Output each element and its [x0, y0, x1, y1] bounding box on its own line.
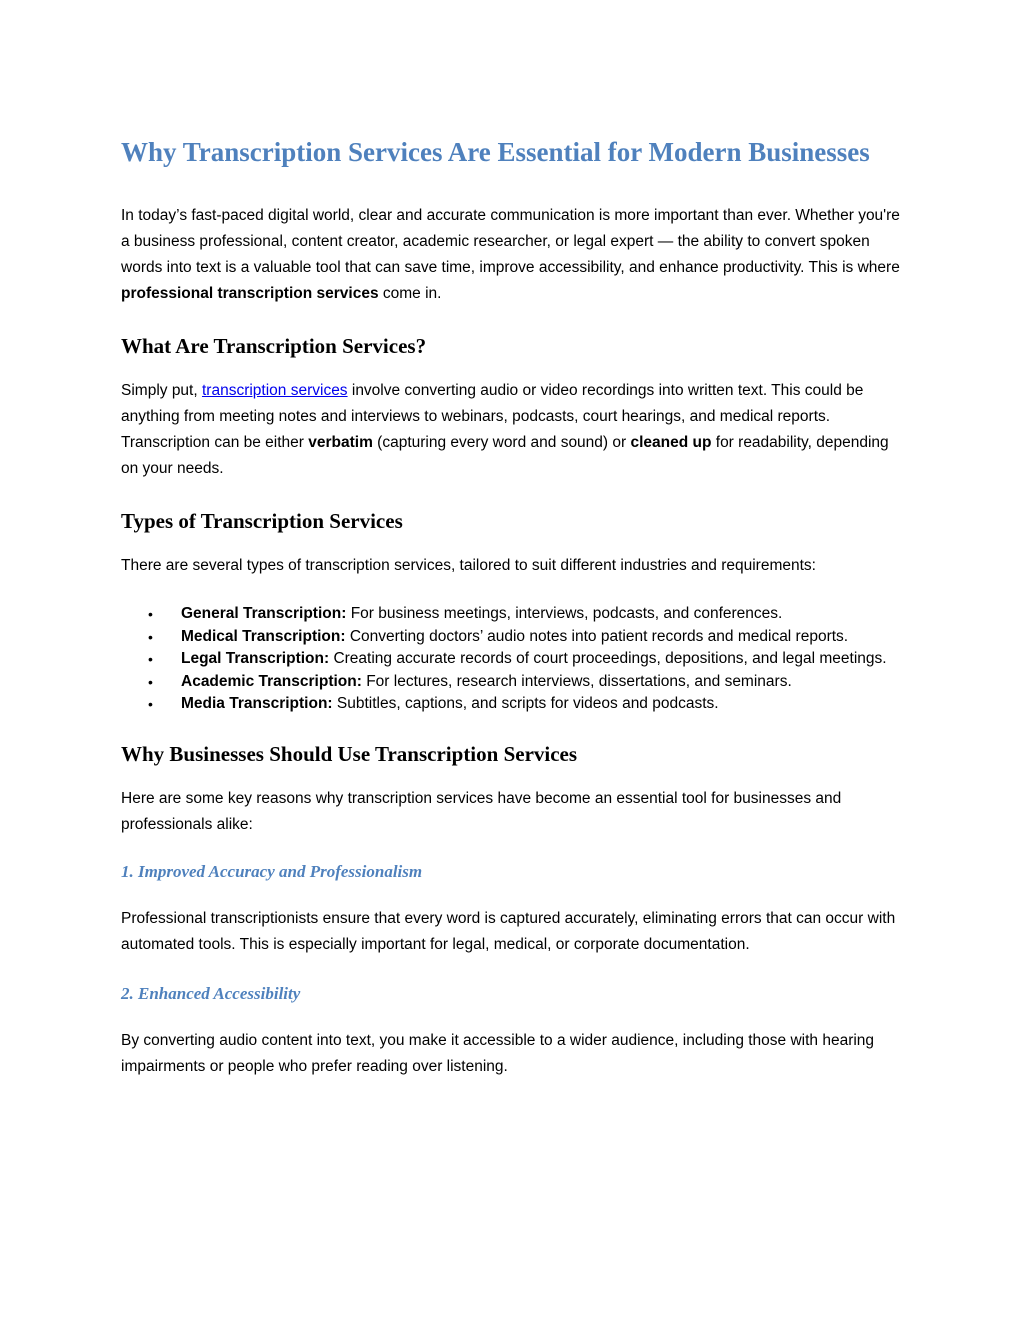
document-page — [121, 134, 903, 1080]
list-item-text: Converting doctors’ audio notes into patient records and medical reports. — [345, 627, 849, 645]
bullet-icon: • — [148, 628, 153, 645]
what-text-end: for readability, depending on your needs. — [121, 434, 889, 477]
intro-text-after: come in. — [378, 285, 442, 302]
list-item-label: Media Transcription: — [181, 695, 333, 712]
list-item-label: Academic Transcription: — [181, 672, 362, 690]
heading-types-of-transcription-services: Types of Transcription Services — [121, 509, 403, 533]
types-intro-paragraph: There are several types of transcription services, tailored to suit different industries and requirements: — [121, 557, 816, 574]
list-item-text: Creating accurate records of court proceedings, depositions, and legal meetings. — [329, 650, 887, 667]
bullet-icon: • — [148, 696, 153, 712]
subheading-enhanced-accessibility: 2. Enhanced Accessibility — [121, 983, 301, 1003]
what-text-before-link: Simply put, — [121, 382, 202, 399]
list-item-label: Medical Transcription: — [181, 627, 346, 645]
document-title: Why Transcription Services Are Essential for Modern Businesses — [121, 137, 870, 167]
subheading-improved-accuracy: 1. Improved Accuracy and Professionalism — [121, 861, 423, 881]
what-text-mid: (capturing every word and sound) or — [372, 434, 631, 451]
bullet-icon: • — [148, 651, 153, 667]
list-item-text: For business meetings, interviews, podcasts, and conferences. — [346, 605, 783, 622]
intro-paragraph — [121, 203, 903, 307]
list-item — [121, 603, 903, 626]
list-item — [121, 648, 903, 671]
what-paragraph — [121, 378, 903, 482]
intro-bold-phrase: professional transcription services — [121, 285, 379, 302]
heading-why-businesses-should-use: Why Businesses Should Use Transcription Services — [121, 741, 578, 766]
list-item-label: Legal Transcription: — [181, 650, 330, 667]
intro-text-before: In today’s fast-paced digital world, clear and accurate communication is more important than ever. Whether you're a business professional, content creator, academic researcher, or legal expert — the ability to convert spoken words into text is a valuable tool that can save time, improve accessibility, and enhance productivity. This is where — [121, 207, 900, 276]
list-item — [121, 626, 903, 649]
list-item-text: For lectures, research interviews, dissertations, and seminars. — [361, 672, 792, 690]
list-item-text: Subtitles, captions, and scripts for videos and podcasts. — [332, 695, 719, 712]
types-bullet-list — [121, 603, 903, 716]
accuracy-paragraph: Professional transcriptionists ensure that every word is captured accurately, eliminating errors that can occur with automated tools. This is especially important for legal, medical, or corporate documentation. — [121, 909, 896, 953]
list-item — [121, 671, 903, 694]
list-item — [121, 693, 903, 716]
what-text-after-link: involve converting audio or video recordings into written text. This could be anything from meeting notes and interviews to webinars, podcasts, court hearings, and medical reports. Transcription can be either — [121, 382, 864, 451]
cleaned-up-bold: cleaned up — [630, 434, 712, 451]
verbatim-bold: verbatim — [308, 434, 373, 451]
accessibility-paragraph: By converting audio content into text, you make it accessible to a wider audience, including those with hearing impairments or people who prefer reading over listening. — [121, 1031, 875, 1075]
list-item-label: General Transcription: — [181, 605, 347, 622]
bullet-icon: • — [148, 673, 153, 690]
why-intro-paragraph: Here are some key reasons why transcription services have become an essential tool for businesses and professionals alike: — [121, 789, 842, 833]
bullet-icon: • — [148, 606, 153, 622]
heading-what-are-transcription-services: What Are Transcription Services? — [121, 334, 427, 358]
transcription-services-link[interactable]: transcription services — [201, 382, 348, 399]
